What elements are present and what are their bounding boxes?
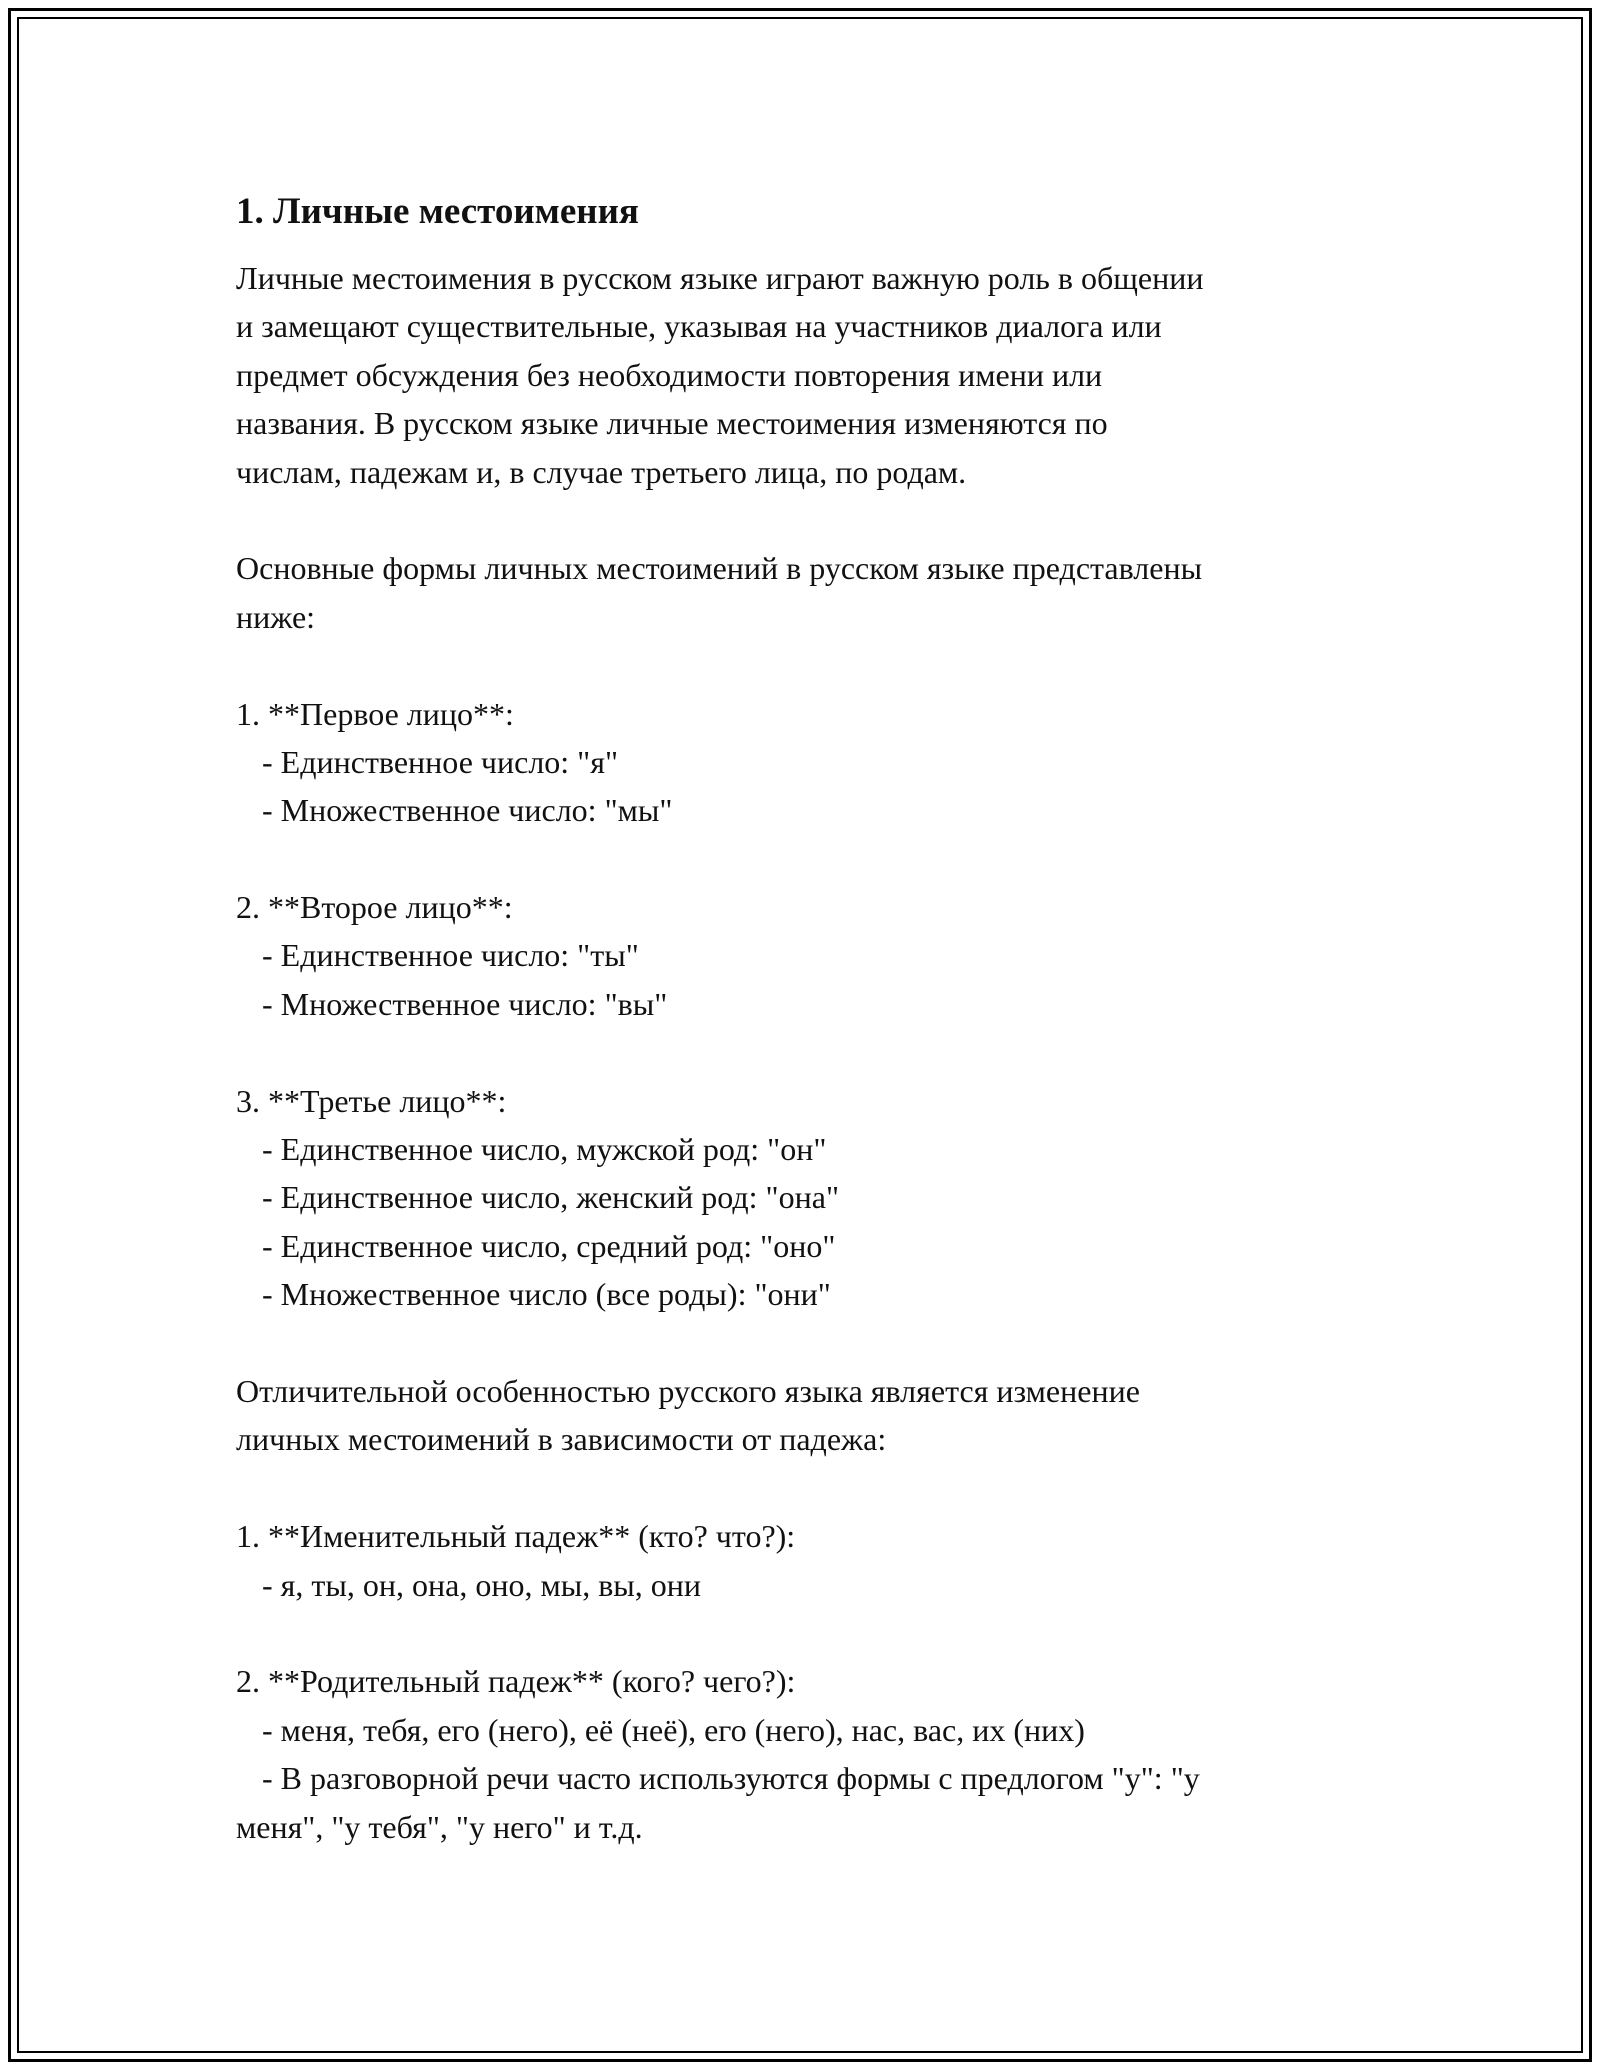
list-item: - Множественное число (все роды): "они": [262, 1276, 831, 1313]
blank-line: [236, 496, 1366, 544]
list-heading-third-person: 3. **Третье лицо**:: [236, 1082, 507, 1119]
blank-line: [236, 1028, 1366, 1076]
list-heading-first-person: 1. **Первое лицо**:: [236, 695, 514, 732]
paragraph-line: личных местоимений в зависимости от падежа:: [236, 1421, 887, 1458]
blank-line: [236, 1464, 1366, 1512]
list-heading-genitive: 2. **Родительный падеж** (кого? чего?):: [236, 1663, 796, 1700]
paragraph-line: Основные формы личных местоимений в русском языке представлены: [236, 550, 1203, 587]
list-item: - Единственное число: "ты": [262, 937, 639, 974]
list-item: - В разговорной речи часто используются формы с предлогом "у": "у: [262, 1760, 1200, 1797]
paragraph-line: и замещают существительные, указывая на участников диалога или: [236, 308, 1162, 345]
list-item: - Множественное число: "вы": [262, 985, 668, 1022]
list-heading-second-person: 2. **Второе лицо**:: [236, 889, 513, 926]
list-item: - Единственное число: "я": [262, 743, 619, 780]
paragraph-line: ниже:: [236, 598, 316, 635]
blank-line: [236, 1609, 1366, 1657]
list-item: - я, ты, он, она, оно, мы, вы, они: [262, 1566, 702, 1603]
paragraph-line: Отличительной особенностью русского языка является изменение: [236, 1372, 1140, 1409]
blank-line: [236, 641, 1366, 689]
list-heading-nominative: 1. **Именительный падеж** (кто? что?):: [236, 1518, 796, 1555]
document-body: [236, 188, 1366, 1851]
paragraph-line: предмет обсуждения без необходимости повторения имени или: [236, 356, 1103, 393]
paragraph-line: числам, падежам и, в случае третьего лица, по родам.: [236, 453, 967, 490]
list-item: - Единственное число, средний род: "оно": [262, 1227, 836, 1264]
list-item-continuation: меня", "у тебя", "у него" и т.д.: [236, 1808, 643, 1845]
list-item: - Множественное число: "мы": [262, 792, 673, 829]
blank-line: [236, 1319, 1366, 1367]
blank-line: [236, 835, 1366, 883]
section-heading: 1. Личные местоимения: [236, 191, 639, 232]
list-item: - меня, тебя, его (него), её (неё), его (него), нас, вас, их (них): [262, 1711, 1085, 1748]
paragraph-line: названия. В русском языке личные местоимения изменяются по: [236, 405, 1108, 442]
list-item: - Единственное число, мужской род: "он": [262, 1131, 827, 1168]
paragraph-line: Личные местоимения в русском языке играют важную роль в общении: [236, 260, 1204, 296]
list-item: - Единственное число, женский род: "она": [262, 1179, 839, 1216]
